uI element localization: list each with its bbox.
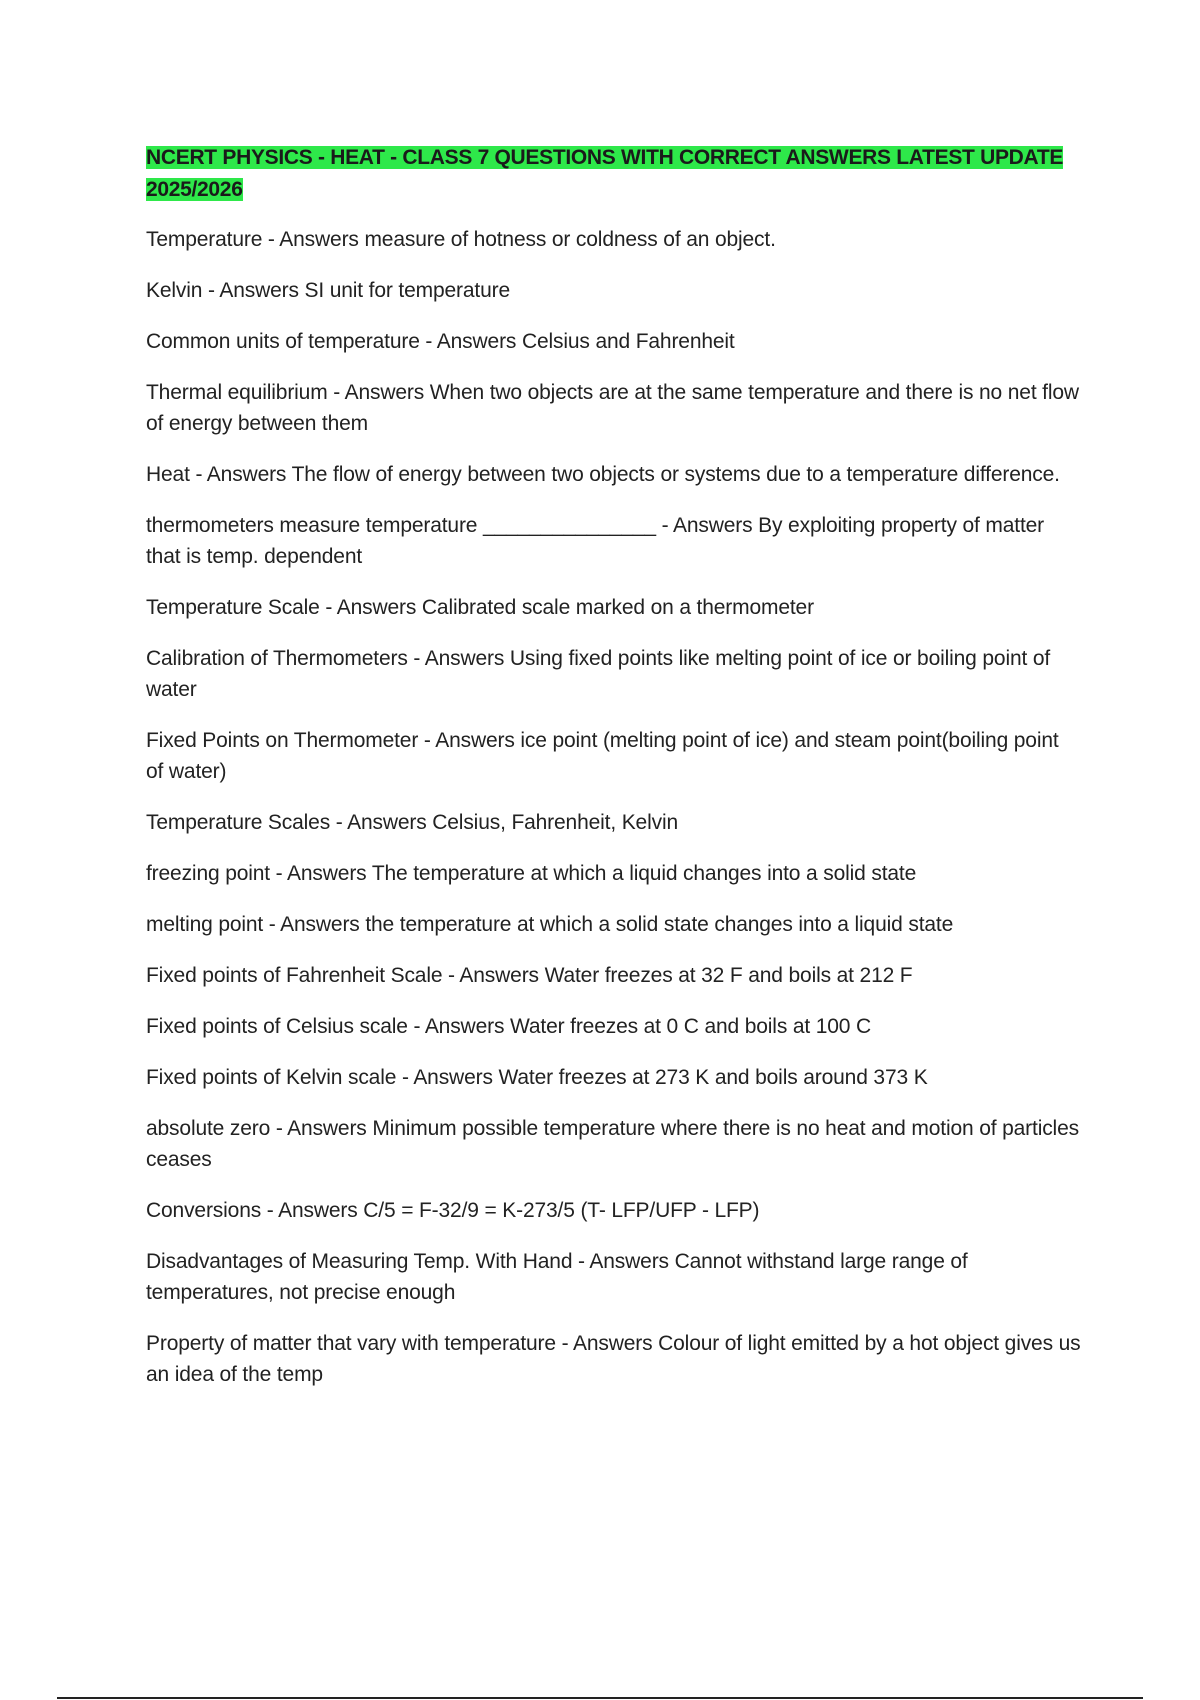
page-bottom-rule xyxy=(57,1697,1143,1699)
qa-item: Heat - Answers The flow of energy between two objects or systems due to a temperature difference. xyxy=(146,463,1060,486)
qa-item: Common units of temperature - Answers Celsius and Fahrenheit xyxy=(146,330,735,353)
qa-item: Fixed points of Fahrenheit Scale - Answers Water freezes at 32 F and boils at 212 F xyxy=(146,964,913,987)
qa-item: Fixed points of Celsius scale - Answers Water freezes at 0 C and boils at 100 C xyxy=(146,1015,872,1038)
qa-item: Disadvantages of Measuring Temp. With Hand - Answers Cannot withstand large range of temperatures, not precise enough xyxy=(146,1250,968,1304)
qa-item: freezing point - Answers The temperature at which a liquid changes into a solid state xyxy=(146,862,917,885)
qa-item: Conversions - Answers C/5 = F-32/9 = K-273/5 (T- LFP/UFP - LFP) xyxy=(146,1199,760,1222)
qa-item: thermometers measure temperature _______________ - Answers By exploiting property of matter that is temp. dependent xyxy=(146,514,1045,568)
qa-item: Fixed Points on Thermometer - Answers ice point (melting point of ice) and steam point(boiling point of water) xyxy=(146,729,1059,783)
document-content xyxy=(146,142,1081,1410)
qa-item: Temperature Scale - Answers Calibrated scale marked on a thermometer xyxy=(146,596,814,619)
qa-item: melting point - Answers the temperature at which a solid state changes into a liquid state xyxy=(146,913,954,936)
document-title xyxy=(146,142,1081,206)
title-highlight: NCERT PHYSICS - HEAT - CLASS 7 QUESTIONS WITH CORRECT ANSWERS LATEST UPDATE 2025/2026 xyxy=(146,146,1064,201)
qa-item: Calibration of Thermometers - Answers Using fixed points like melting point of ice or boiling point of water xyxy=(146,647,1051,701)
qa-item: Property of matter that vary with temperature - Answers Colour of light emitted by a hot object gives us an idea of the temp xyxy=(146,1332,1081,1386)
qa-item: Temperature - Answers measure of hotness or coldness of an object. xyxy=(146,228,776,251)
qa-item: Temperature Scales - Answers Celsius, Fahrenheit, Kelvin xyxy=(146,811,679,834)
qa-item: Kelvin - Answers SI unit for temperature xyxy=(146,279,510,302)
qa-item: Fixed points of Kelvin scale - Answers Water freezes at 273 K and boils around 373 K xyxy=(146,1066,928,1089)
qa-item: Thermal equilibrium - Answers When two objects are at the same temperature and there is no net flow of energy between them xyxy=(146,381,1079,435)
qa-item: absolute zero - Answers Minimum possible temperature where there is no heat and motion of particles ceases xyxy=(146,1117,1079,1171)
